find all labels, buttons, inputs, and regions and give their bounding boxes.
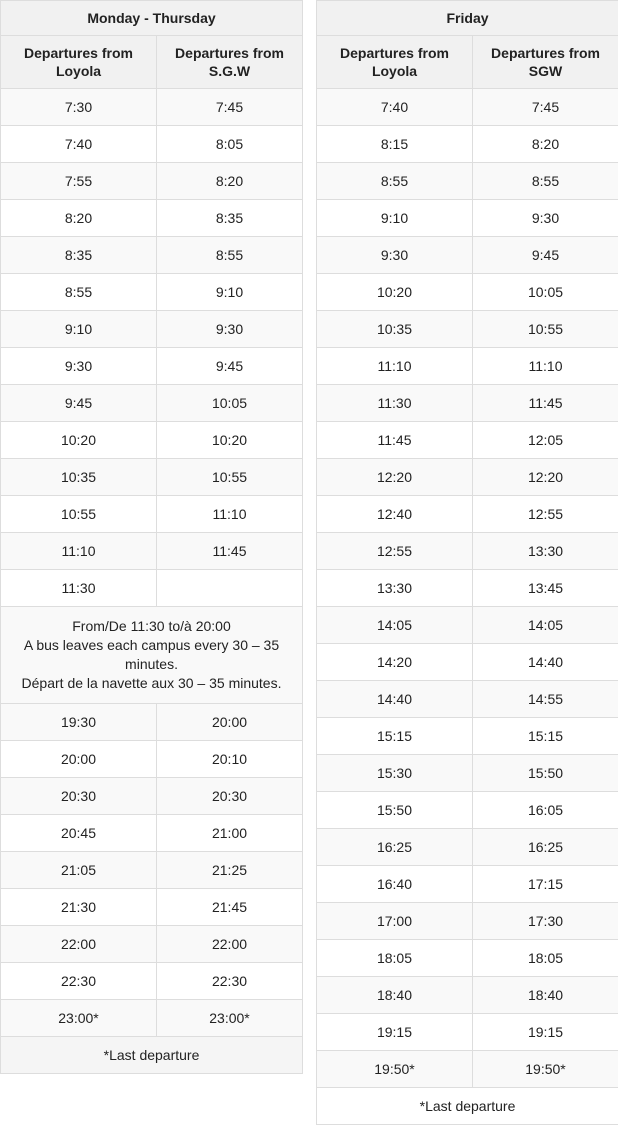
table-row bbox=[1, 237, 303, 274]
table-row bbox=[1, 889, 303, 926]
table-row bbox=[1, 778, 303, 815]
note-line-range: From/De 11:30 to/à 20:00 bbox=[1, 617, 302, 636]
mt-sgw-time: 8:35 bbox=[157, 200, 303, 237]
table-row bbox=[317, 274, 618, 311]
fr-loyola-time: 18:40 bbox=[317, 977, 473, 1014]
fr-sgw-time: 18:40 bbox=[473, 977, 618, 1014]
mt-sgw-time: 10:05 bbox=[157, 385, 303, 422]
fr-loyola-time: 15:50 bbox=[317, 792, 473, 829]
monday-thursday-title: Monday - Thursday bbox=[1, 1, 303, 36]
mt-loyola-time: 21:30 bbox=[1, 889, 157, 926]
mt-sgw-time: 8:20 bbox=[157, 163, 303, 200]
table-row bbox=[317, 348, 618, 385]
table-row bbox=[1, 89, 303, 126]
table-row bbox=[317, 570, 618, 607]
mt-loyola-time: 22:00 bbox=[1, 926, 157, 963]
table-row bbox=[1, 963, 303, 1000]
fr-loyola-time: 12:55 bbox=[317, 533, 473, 570]
mt-loyola-time: 10:55 bbox=[1, 496, 157, 533]
table-row bbox=[317, 533, 618, 570]
monday-thursday-table bbox=[0, 0, 303, 1074]
fr-sgw-time: 9:45 bbox=[473, 237, 618, 274]
fr-sgw-time: 18:05 bbox=[473, 940, 618, 977]
table-row bbox=[317, 792, 618, 829]
fr-sgw-time: 10:55 bbox=[473, 311, 618, 348]
mt-sgw-time: 20:30 bbox=[157, 778, 303, 815]
table-row bbox=[1, 459, 303, 496]
fr-sgw-time: 7:45 bbox=[473, 89, 618, 126]
mt-sgw-time: 9:10 bbox=[157, 274, 303, 311]
table-row bbox=[1, 200, 303, 237]
fr-loyola-time: 12:20 bbox=[317, 459, 473, 496]
fr-loyola-header: Departures from Loyola bbox=[317, 36, 473, 89]
fr-last-departure-note: *Last departure bbox=[317, 1088, 618, 1125]
mt-sgw-time: 11:10 bbox=[157, 496, 303, 533]
table-row bbox=[1, 533, 303, 570]
mt-sgw-time: 20:10 bbox=[157, 741, 303, 778]
fr-loyola-time: 15:30 bbox=[317, 755, 473, 792]
fr-loyola-time: 10:20 bbox=[317, 274, 473, 311]
fr-sgw-time: 19:15 bbox=[473, 1014, 618, 1051]
fr-sgw-time: 14:55 bbox=[473, 681, 618, 718]
table-row bbox=[317, 311, 618, 348]
fr-loyola-time: 16:40 bbox=[317, 866, 473, 903]
mt-sgw-time: 22:30 bbox=[157, 963, 303, 1000]
table-row bbox=[317, 866, 618, 903]
fr-sgw-time: 11:45 bbox=[473, 385, 618, 422]
fr-loyola-time: 15:15 bbox=[317, 718, 473, 755]
mt-loyola-time: 9:10 bbox=[1, 311, 157, 348]
fr-sgw-time: 9:30 bbox=[473, 200, 618, 237]
table-row bbox=[317, 422, 618, 459]
note-line-english: A bus leaves each campus every 30 – 35 minutes. bbox=[1, 636, 302, 674]
table-row bbox=[317, 496, 618, 533]
fr-loyola-time: 8:15 bbox=[317, 126, 473, 163]
fr-loyola-time: 17:00 bbox=[317, 903, 473, 940]
fr-sgw-time: 15:50 bbox=[473, 755, 618, 792]
mt-sgw-time: 8:05 bbox=[157, 126, 303, 163]
fr-sgw-time: 16:25 bbox=[473, 829, 618, 866]
table-row bbox=[317, 1014, 618, 1051]
mt-loyola-time: 20:45 bbox=[1, 815, 157, 852]
mt-last-departure-note: *Last departure bbox=[1, 1037, 303, 1074]
mt-sgw-time: 7:45 bbox=[157, 89, 303, 126]
table-row bbox=[317, 903, 618, 940]
mt-sgw-time: 21:25 bbox=[157, 852, 303, 889]
fr-loyola-time: 19:15 bbox=[317, 1014, 473, 1051]
mt-loyola-time: 11:30 bbox=[1, 570, 157, 607]
fr-sgw-header: Departures from SGW bbox=[473, 36, 618, 89]
table-row bbox=[1, 704, 303, 741]
fr-loyola-time: 14:20 bbox=[317, 644, 473, 681]
fr-loyola-time: 14:40 bbox=[317, 681, 473, 718]
table-row bbox=[1, 741, 303, 778]
mt-note-section bbox=[1, 607, 303, 704]
table-row bbox=[1, 926, 303, 963]
table-row bbox=[317, 459, 618, 496]
fr-sgw-time: 16:05 bbox=[473, 792, 618, 829]
fr-sgw-time: 13:45 bbox=[473, 570, 618, 607]
mt-loyola-header: Departures from Loyola bbox=[1, 36, 157, 89]
fr-sgw-time: 14:05 bbox=[473, 607, 618, 644]
fr-sgw-time: 12:20 bbox=[473, 459, 618, 496]
fr-loyola-time: 12:40 bbox=[317, 496, 473, 533]
fr-sgw-time: 12:55 bbox=[473, 496, 618, 533]
mt-sgw-header: Departures from S.G.W bbox=[157, 36, 303, 89]
mt-loyola-time: 10:35 bbox=[1, 459, 157, 496]
mt-sgw-time: 20:00 bbox=[157, 704, 303, 741]
fr-loyola-time: 8:55 bbox=[317, 163, 473, 200]
mt-rows-after bbox=[1, 704, 303, 1037]
mt-sgw-time bbox=[157, 570, 303, 607]
table-row bbox=[317, 607, 618, 644]
table-row bbox=[317, 1051, 618, 1088]
table-row bbox=[1, 163, 303, 200]
table-row bbox=[317, 681, 618, 718]
table-row bbox=[1, 570, 303, 607]
fr-sgw-time: 17:15 bbox=[473, 866, 618, 903]
fr-loyola-time: 18:05 bbox=[317, 940, 473, 977]
mt-loyola-time: 10:20 bbox=[1, 422, 157, 459]
fr-sgw-time: 13:30 bbox=[473, 533, 618, 570]
table-row bbox=[317, 718, 618, 755]
mt-loyola-time: 7:30 bbox=[1, 89, 157, 126]
table-row bbox=[1, 496, 303, 533]
fr-loyola-time: 14:05 bbox=[317, 607, 473, 644]
fr-sgw-time: 10:05 bbox=[473, 274, 618, 311]
mt-sgw-time: 10:20 bbox=[157, 422, 303, 459]
mt-loyola-time: 7:55 bbox=[1, 163, 157, 200]
fr-loyola-time: 9:10 bbox=[317, 200, 473, 237]
mt-sgw-time: 9:30 bbox=[157, 311, 303, 348]
table-row bbox=[317, 977, 618, 1014]
fr-loyola-time: 11:10 bbox=[317, 348, 473, 385]
table-row bbox=[317, 89, 618, 126]
table-row bbox=[1, 1000, 303, 1037]
mt-sgw-time: 21:45 bbox=[157, 889, 303, 926]
mt-loyola-time: 20:00 bbox=[1, 741, 157, 778]
fr-loyola-time: 11:30 bbox=[317, 385, 473, 422]
fr-sgw-time: 19:50* bbox=[473, 1051, 618, 1088]
mt-loyola-time: 8:20 bbox=[1, 200, 157, 237]
mt-loyola-time: 21:05 bbox=[1, 852, 157, 889]
mt-loyola-time: 8:55 bbox=[1, 274, 157, 311]
note-line-french: Départ de la navette aux 30 – 35 minutes. bbox=[1, 674, 302, 693]
mt-sgw-time: 11:45 bbox=[157, 533, 303, 570]
friday-table bbox=[316, 0, 618, 1125]
mt-sgw-time: 8:55 bbox=[157, 237, 303, 274]
friday-title: Friday bbox=[317, 1, 618, 36]
mt-loyola-time: 8:35 bbox=[1, 237, 157, 274]
mt-loyola-time: 23:00* bbox=[1, 1000, 157, 1037]
mt-sgw-time: 23:00* bbox=[157, 1000, 303, 1037]
table-row bbox=[317, 200, 618, 237]
fr-sgw-time: 14:40 bbox=[473, 644, 618, 681]
table-row bbox=[1, 126, 303, 163]
mt-sgw-time: 10:55 bbox=[157, 459, 303, 496]
fr-loyola-time: 13:30 bbox=[317, 570, 473, 607]
mt-rows-before bbox=[1, 89, 303, 607]
table-row bbox=[317, 829, 618, 866]
mt-loyola-time: 22:30 bbox=[1, 963, 157, 1000]
mt-sgw-time: 21:00 bbox=[157, 815, 303, 852]
fr-loyola-time: 10:35 bbox=[317, 311, 473, 348]
fr-loyola-time: 19:50* bbox=[317, 1051, 473, 1088]
table-row bbox=[1, 815, 303, 852]
table-row bbox=[317, 237, 618, 274]
mt-loyola-time: 11:10 bbox=[1, 533, 157, 570]
fr-loyola-time: 11:45 bbox=[317, 422, 473, 459]
table-row bbox=[317, 940, 618, 977]
table-row bbox=[1, 274, 303, 311]
fr-rows bbox=[317, 89, 618, 1088]
fr-sgw-time: 8:55 bbox=[473, 163, 618, 200]
fr-sgw-time: 12:05 bbox=[473, 422, 618, 459]
mt-loyola-time: 9:45 bbox=[1, 385, 157, 422]
mt-schedule-note bbox=[1, 607, 303, 704]
table-row bbox=[1, 311, 303, 348]
table-row bbox=[317, 126, 618, 163]
fr-sgw-time: 17:30 bbox=[473, 903, 618, 940]
table-row bbox=[1, 385, 303, 422]
table-row bbox=[317, 163, 618, 200]
table-row bbox=[1, 852, 303, 889]
table-row bbox=[1, 422, 303, 459]
mt-loyola-time: 7:40 bbox=[1, 126, 157, 163]
mt-sgw-time: 22:00 bbox=[157, 926, 303, 963]
mt-sgw-time: 9:45 bbox=[157, 348, 303, 385]
fr-sgw-time: 11:10 bbox=[473, 348, 618, 385]
mt-loyola-time: 19:30 bbox=[1, 704, 157, 741]
fr-loyola-time: 9:30 bbox=[317, 237, 473, 274]
fr-loyola-time: 16:25 bbox=[317, 829, 473, 866]
fr-loyola-time: 7:40 bbox=[317, 89, 473, 126]
table-row bbox=[317, 755, 618, 792]
table-row bbox=[317, 385, 618, 422]
mt-loyola-time: 20:30 bbox=[1, 778, 157, 815]
mt-loyola-time: 9:30 bbox=[1, 348, 157, 385]
fr-sgw-time: 8:20 bbox=[473, 126, 618, 163]
table-row bbox=[317, 644, 618, 681]
fr-sgw-time: 15:15 bbox=[473, 718, 618, 755]
table-row bbox=[1, 348, 303, 385]
